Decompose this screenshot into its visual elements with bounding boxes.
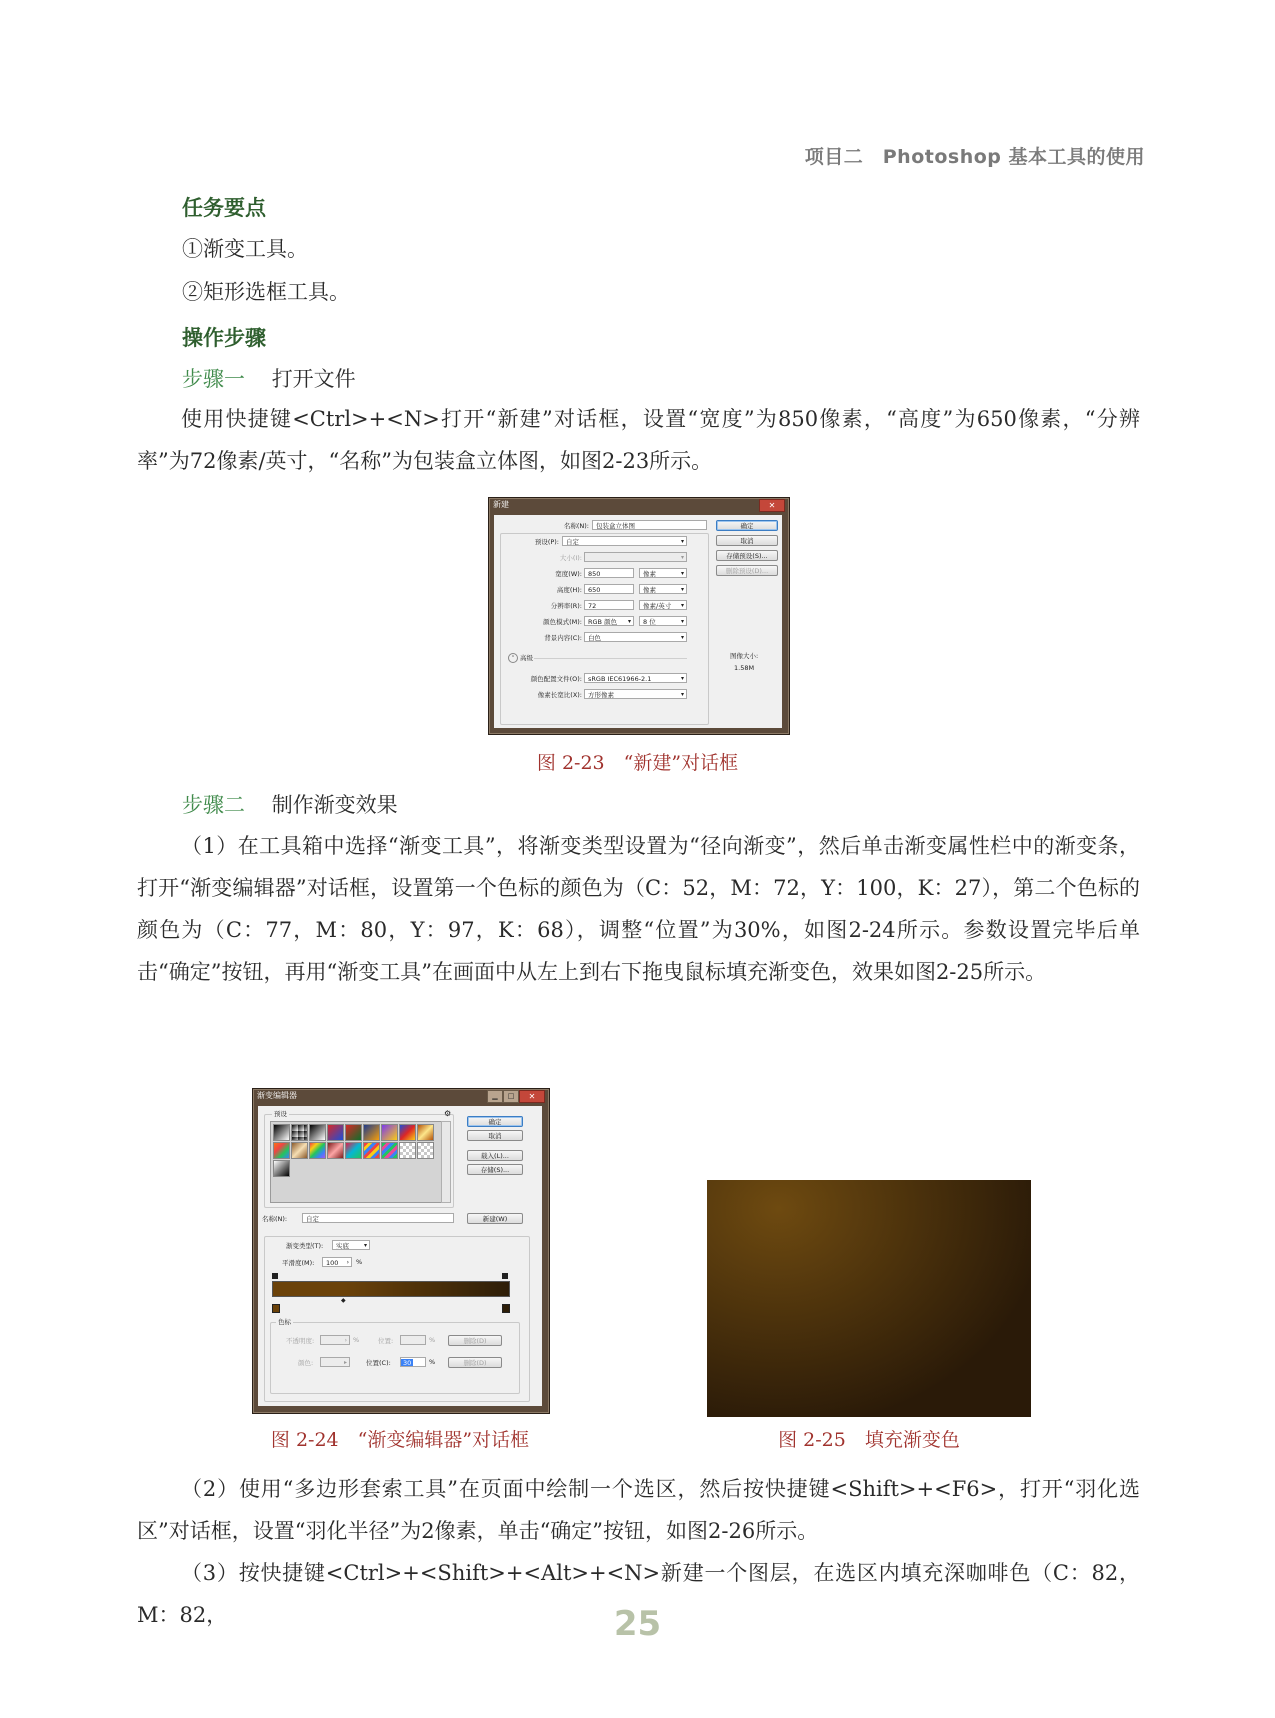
cancel-button[interactable]: 取消 xyxy=(716,535,778,546)
gradient-type-label: 渐变类型(T): xyxy=(286,1242,324,1250)
color-location-unit: % xyxy=(429,1358,436,1366)
bit-depth-select[interactable]: 8 位 ▾ xyxy=(639,616,687,626)
preset-swatch[interactable] xyxy=(399,1142,416,1159)
smoothness-label: 平滑度(M): xyxy=(282,1259,315,1267)
preset-swatch[interactable] xyxy=(327,1124,344,1141)
color-mode-label: 颜色模式(M): xyxy=(543,618,582,626)
color-location-label: 位置(C): xyxy=(366,1359,391,1367)
save-preset-button[interactable]: 存储预设(S)... xyxy=(716,550,778,561)
preset-swatch[interactable] xyxy=(417,1124,434,1141)
preset-swatch[interactable] xyxy=(363,1124,380,1141)
advanced-divider xyxy=(534,658,687,659)
close-icon[interactable]: ✕ xyxy=(519,1090,545,1103)
height-label: 高度(H): xyxy=(556,586,582,594)
preset-swatch[interactable] xyxy=(309,1124,326,1141)
resolution-unit-select[interactable]: 像素/英寸 ▾ xyxy=(639,600,687,610)
ok-button[interactable]: 确定 xyxy=(467,1116,523,1127)
gradient-editor-title: 渐变编辑器 xyxy=(257,1091,297,1100)
color-stop-left[interactable] xyxy=(272,1304,280,1313)
step2-title: 制作渐变效果 xyxy=(271,793,398,817)
delete-color-stop-button: 删除(D) xyxy=(448,1357,502,1368)
preset-swatch[interactable] xyxy=(345,1124,362,1141)
presets-scrollbar[interactable] xyxy=(441,1121,451,1203)
smoothness-field[interactable]: 100 › xyxy=(322,1257,352,1267)
opacity-location-unit: % xyxy=(429,1336,436,1344)
running-header: 项目二 Photoshop 基本工具的使用 xyxy=(804,146,1145,168)
color-location-field[interactable]: 30 xyxy=(400,1357,426,1367)
preset-swatch[interactable] xyxy=(345,1142,362,1159)
height-unit-select[interactable]: 像素 ▾ xyxy=(639,584,687,594)
new-dialog-title: 新建 xyxy=(493,500,509,509)
preset-swatch[interactable] xyxy=(363,1142,380,1159)
name-field[interactable]: 包装盒立体图 xyxy=(592,520,707,530)
figure-2-25-caption: 图 2-25 填充渐变色 xyxy=(778,1429,960,1451)
task-point-item-2: ②矩形选框工具。 xyxy=(182,280,350,304)
opacity-stop-left[interactable] xyxy=(272,1273,278,1279)
delete-opacity-stop-button: 删除(D) xyxy=(448,1335,502,1346)
step1-heading xyxy=(182,363,356,393)
load-button[interactable]: 载入(L)... xyxy=(467,1150,523,1161)
name-label: 名称(N): xyxy=(563,522,589,530)
page-number: 25 xyxy=(613,1604,662,1644)
steps-heading: 操作步骤 xyxy=(182,325,266,350)
opacity-unit: % xyxy=(353,1336,360,1344)
pixel-aspect-select[interactable]: 方形像素 ▾ xyxy=(584,689,687,699)
presets-grid xyxy=(270,1121,442,1203)
preset-swatch[interactable] xyxy=(309,1142,326,1159)
color-profile-select[interactable]: sRGB IEC61966-2.1 ▾ xyxy=(584,673,687,683)
advanced-toggle-icon[interactable]: ⌃ xyxy=(508,653,518,663)
gradient-editor-titlebar xyxy=(253,1089,549,1103)
minimize-icon[interactable]: ▁ xyxy=(487,1090,503,1103)
color-stop-right[interactable] xyxy=(502,1304,510,1313)
preset-swatch[interactable] xyxy=(273,1160,290,1177)
preset-swatch[interactable] xyxy=(399,1124,416,1141)
gradient-bar[interactable] xyxy=(272,1281,510,1297)
task-point-item-1: ①渐变工具。 xyxy=(182,237,308,261)
opacity-stop-right[interactable] xyxy=(502,1273,508,1279)
image-size-value: 1.58M xyxy=(734,664,755,672)
gradient-editor-body xyxy=(258,1106,542,1406)
preset-swatch[interactable] xyxy=(291,1124,308,1141)
step2-label: 步骤二 xyxy=(182,793,245,817)
save-button[interactable]: 存储(S)... xyxy=(467,1164,523,1175)
preset-swatch[interactable] xyxy=(273,1124,290,1141)
opacity-location-field xyxy=(400,1335,426,1345)
advanced-label: 高级 xyxy=(520,654,533,662)
height-field[interactable]: 650 xyxy=(584,584,634,594)
width-label: 宽度(W): xyxy=(555,570,582,578)
new-dialog-titlebar xyxy=(489,498,789,512)
step1-title: 打开文件 xyxy=(271,367,356,391)
gradient-fill-image xyxy=(707,1180,1031,1417)
delete-preset-button: 删除预设(D)... xyxy=(716,565,778,576)
smoothness-unit: % xyxy=(356,1258,363,1266)
background-label: 背景内容(C): xyxy=(544,634,582,642)
stops-label: 色标 xyxy=(278,1318,291,1326)
preset-swatch[interactable] xyxy=(273,1142,290,1159)
opacity-location-label: 位置: xyxy=(378,1337,394,1345)
ok-button[interactable]: 确定 xyxy=(716,520,778,531)
opacity-label: 不透明度: xyxy=(286,1337,315,1345)
preset-label: 预设(P): xyxy=(534,538,559,546)
new-dialog xyxy=(488,497,790,735)
preset-swatch[interactable] xyxy=(381,1124,398,1141)
width-field[interactable]: 850 xyxy=(584,568,634,578)
image-size-label: 图像大小: xyxy=(730,652,759,660)
step2-paragraph-2: （2）使用“多边形套索工具”在页面中绘制一个选区，然后按快捷键<Shift>+<F6>，打开“羽化选区”对话框，设置“羽化半径”为2像素，单击“确定”按钮，如图2-26所示。 xyxy=(137,1477,1140,1543)
opacity-field: › xyxy=(320,1335,350,1345)
new-dialog-body xyxy=(494,515,782,728)
gradient-name-label: 名称(N): xyxy=(262,1215,288,1223)
new-gradient-button[interactable]: 新建(W) xyxy=(467,1213,523,1224)
color-profile-label: 颜色配置文件(O): xyxy=(530,675,582,683)
preset-swatch[interactable] xyxy=(291,1142,308,1159)
color-label: 颜色: xyxy=(298,1359,314,1367)
figure-2-24-caption: 图 2-24 “渐变编辑器”对话框 xyxy=(270,1429,530,1451)
cancel-button[interactable]: 取消 xyxy=(467,1130,523,1141)
step2-heading xyxy=(182,789,398,819)
pixel-aspect-label: 像素长宽比(X): xyxy=(537,691,582,699)
resolution-field[interactable]: 72 xyxy=(584,600,634,610)
maximize-icon[interactable]: □ xyxy=(503,1090,519,1103)
color-mode-select[interactable]: RGB 颜色 ▾ xyxy=(584,616,634,626)
step2-paragraph-3: （3）按快捷键<Ctrl>+<Shift>+<Alt>+<N>新建一个图层，在选区内填充深咖啡色（C：82，M：82， xyxy=(137,1561,1140,1627)
presets-label: 预设 xyxy=(274,1110,287,1118)
midpoint-diamond-icon[interactable]: ◆ xyxy=(341,1297,346,1304)
resolution-label: 分辨率(R): xyxy=(550,602,582,610)
background-select[interactable]: 白色 ▾ xyxy=(584,632,687,642)
step1-paragraph: 使用快捷键<Ctrl>+<N>打开“新建”对话框，设置“宽度”为850像素，“高度”为650像素，“分辨率”为72像素/英寸，“名称”为包装盒立体图，如图2-23所示。 xyxy=(137,407,1140,473)
color-swatch-field[interactable]: ▸ xyxy=(320,1357,350,1367)
gradient-type-select[interactable]: 实底 ▾ xyxy=(332,1240,370,1250)
preset-select[interactable]: 自定 ▾ xyxy=(562,536,687,546)
width-unit-select[interactable]: 像素 ▾ xyxy=(639,568,687,578)
size-label: 大小(I): xyxy=(559,554,582,562)
task-points-heading: 任务要点 xyxy=(182,195,266,220)
size-select: ▾ xyxy=(584,552,687,562)
close-icon[interactable]: ✕ xyxy=(759,499,785,512)
gradient-editor-dialog xyxy=(252,1088,550,1414)
preset-swatch[interactable] xyxy=(381,1142,398,1159)
step1-label: 步骤一 xyxy=(182,367,245,391)
preset-swatch[interactable] xyxy=(417,1142,434,1159)
gradient-name-field[interactable]: 自定 xyxy=(302,1213,454,1223)
step2-paragraph-1: （1）在工具箱中选择“渐变工具”，将渐变类型设置为“径向渐变”，然后单击渐变属性栏中的渐变条，打开“渐变编辑器”对话框，设置第一个色标的颜色为（C：52，M：72，Y：100，K：27），第二个色标的颜色为（C：77，M：80，Y：97，K：68），调整“位置”为30%，如图2-24所示。参数设置完毕后单击“确定”按钮，再用“渐变工具”在画面中从左上到右下拖曳鼠标填充渐变色，效果如图2-25所示。 xyxy=(137,834,1140,984)
preset-swatch[interactable] xyxy=(327,1142,344,1159)
gear-icon[interactable]: ⚙ xyxy=(444,1109,452,1118)
figure-2-23-caption: 图 2-23 “新建”对话框 xyxy=(536,752,739,774)
